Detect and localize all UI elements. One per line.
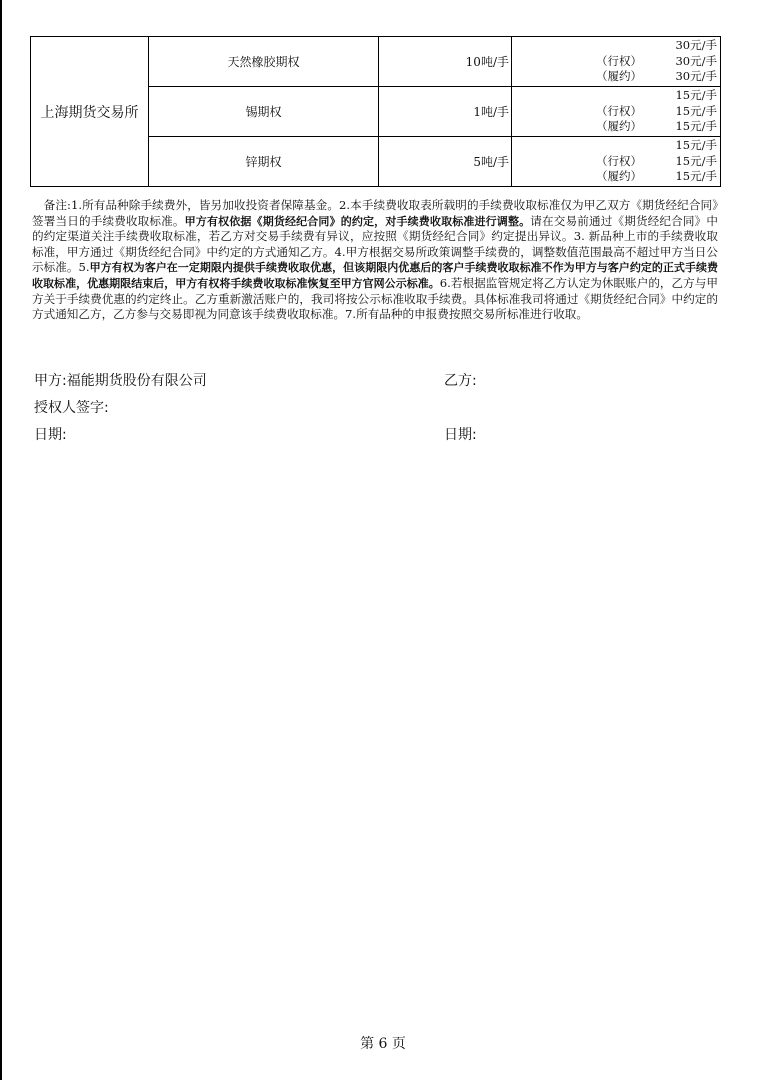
exchange-cell: 上海期货交易所	[31, 37, 149, 187]
party-a-label: 甲方:福能期货股份有限公司	[34, 373, 207, 389]
fee-table	[30, 36, 721, 187]
party-b-date-label: 日期:	[444, 427, 477, 443]
fee-cell	[512, 87, 721, 137]
fee-amount: 30元/手	[675, 53, 717, 68]
unit-cell: 1吨/手	[379, 87, 512, 137]
fee-amount: 30元/手	[675, 38, 717, 53]
fee-amount: 15元/手	[675, 153, 717, 168]
authorized-signature-label: 授权人签字:	[34, 400, 109, 416]
remark-bold-text: 甲方有权依据《期货经纪合同》的约定，对手续费收取标准进行调整。	[184, 214, 531, 228]
fee-tag: （履约）	[596, 169, 642, 184]
fee-cell	[512, 137, 721, 187]
party-b-label: 乙方:	[444, 373, 477, 389]
remarks-paragraph	[32, 198, 718, 323]
fee-tag	[582, 88, 642, 104]
product-cell: 锡期权	[149, 87, 379, 137]
fee-amount: 15元/手	[675, 169, 717, 184]
fee-tag: （行权）	[596, 103, 642, 118]
remark-bold-text: 甲方有权为客户在一定期限内提供手续费收取优惠，但该期限内优惠后的客户手续费收取标准不作为甲方与客户约定的正式手续费收取标准，优惠期限结束后，甲方有权将手续费收取标准恢复至甲方官网公示标准。	[32, 261, 719, 290]
remark-text: 6.若根据监管规定将乙方认定为休眠账户的，乙方与甲方关于手续费优惠的约定终止。乙方重新激活账户的，我司将按公示标准收取手续费。具体标准我司将通过《期货经纪合同》中约定的方式通知乙方，乙方参与交易即视为同意该手续费收取标准。7.所有品种的申报费按照交易所标准进行收取。	[32, 275, 718, 322]
fee-amount: 30元/手	[675, 69, 717, 84]
fee-tag: （行权）	[596, 153, 642, 168]
fee-tag: （履约）	[596, 69, 642, 84]
fee-tag	[582, 38, 642, 54]
product-cell: 锌期权	[149, 137, 379, 187]
fee-tag: （行权）	[596, 53, 642, 68]
unit-cell: 10吨/手	[379, 37, 512, 87]
fee-cell	[512, 37, 721, 87]
fee-tag	[582, 138, 642, 154]
fee-tag: （履约）	[596, 119, 642, 134]
page-left-border	[0, 0, 2, 1080]
remark-text: 请在交易前通过《期货经纪合同》中的约定渠道关注手续费收取标准，若乙方对交易手续费有异议，应按照《期货经纪合同》约定提出异议。3. 新品种上市的手续费收取标准，甲方通过《期货经纪合同》中约定的方式通知乙方。4.甲方根据交易所政策调整手续费的，调整数值范围最高不超过甲方当日公示标准。5.	[32, 213, 718, 275]
fee-amount: 15元/手	[675, 103, 717, 118]
remark-text: 备注:1.所有品种除手续费外，皆另加收投资者保障基金。2.本手续费收取表所载明的手续费收取标准仅为甲乙双方《期货经纪合同》签署当日的手续费收取标准。	[32, 198, 718, 228]
fee-amount: 15元/手	[675, 88, 717, 103]
party-a-date-label: 日期:	[34, 427, 67, 443]
table-row	[31, 37, 721, 87]
page-number: 第 6 页	[360, 1036, 406, 1052]
product-cell: 天然橡胶期权	[149, 37, 379, 87]
unit-cell: 5吨/手	[379, 137, 512, 187]
fee-amount: 15元/手	[675, 119, 717, 134]
fee-amount: 15元/手	[675, 138, 717, 153]
